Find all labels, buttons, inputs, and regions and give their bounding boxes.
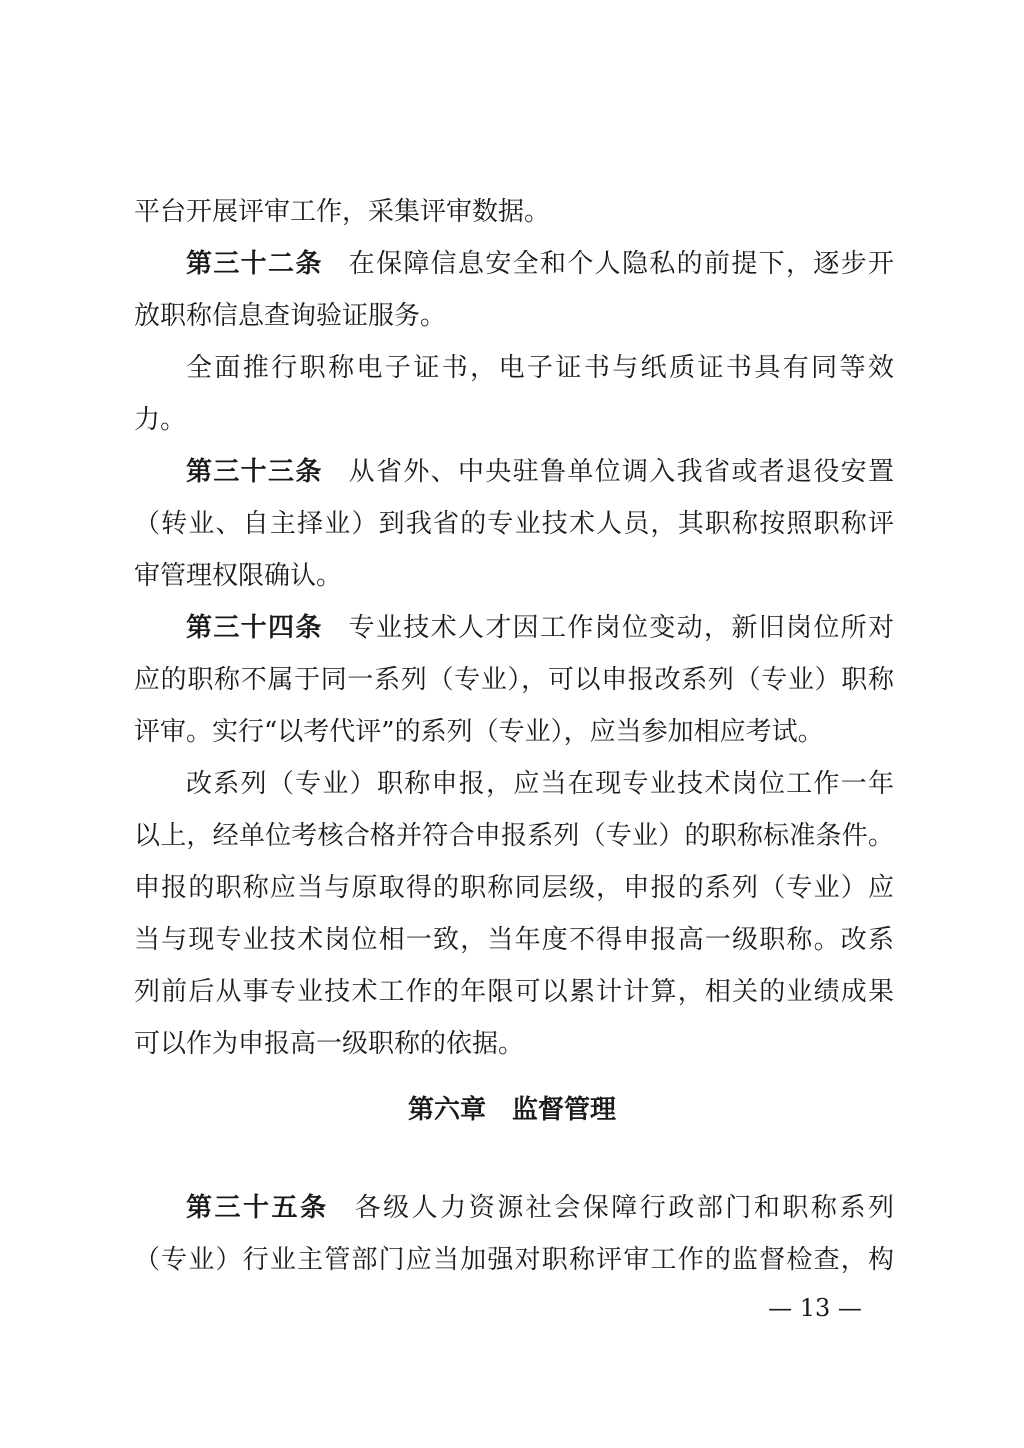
chapter-heading bbox=[0, 1090, 1024, 1130]
body-line bbox=[134, 192, 550, 232]
chapter-title: 监督管理 bbox=[512, 1095, 617, 1125]
body-text: 当与现专业技术岗位相一致，当年度不得申报高一级职称。改系 bbox=[134, 925, 894, 955]
article-34-line bbox=[186, 608, 894, 648]
body-text: 在保障信息安全和个人隐私的前提下，逐步开 bbox=[348, 249, 894, 279]
body-text: 审管理权限确认。 bbox=[134, 561, 343, 591]
article-heading: 第三十二条 bbox=[186, 249, 323, 279]
body-line bbox=[134, 712, 824, 752]
article-35-line bbox=[186, 1188, 894, 1228]
article-heading: 第三十五条 bbox=[186, 1193, 329, 1223]
body-text: 从省外、中央驻鲁单位调入我省或者退役安置 bbox=[348, 457, 894, 487]
body-text: （转业、自主择业）到我省的专业技术人员，其职称按照职称评 bbox=[134, 509, 894, 539]
article-heading: 第三十三条 bbox=[186, 457, 323, 487]
article-32-line bbox=[186, 244, 894, 284]
body-line bbox=[134, 868, 894, 908]
body-text: 力。 bbox=[134, 405, 187, 435]
body-line bbox=[186, 764, 894, 804]
body-line bbox=[134, 400, 186, 440]
body-line bbox=[134, 920, 894, 960]
body-text: 各级人力资源社会保障行政部门和职称系列 bbox=[354, 1193, 894, 1223]
body-line bbox=[134, 1024, 524, 1064]
article-33-line bbox=[186, 452, 894, 492]
body-text: 专业技术人才因工作岗位变动，新旧岗位所对 bbox=[348, 613, 894, 643]
body-line bbox=[134, 660, 894, 700]
body-text: 平台开展评审工作，采集评审数据。 bbox=[134, 197, 551, 227]
chapter-number: 第六章 bbox=[407, 1095, 486, 1125]
body-text: （专业）行业主管部门应当加强对职称评审工作的监督检查，构 bbox=[134, 1245, 894, 1275]
body-line bbox=[134, 556, 342, 596]
page-number: — 13 — bbox=[768, 1294, 862, 1322]
body-text: 应的职称不属于同一系列（专业），可以申报改系列（专业）职称 bbox=[134, 665, 894, 695]
article-heading: 第三十四条 bbox=[186, 613, 323, 643]
body-text: 全面推行职称电子证书，电子证书与纸质证书具有同等效 bbox=[186, 353, 894, 383]
body-line bbox=[134, 1240, 894, 1280]
body-text: 可以作为申报高一级职称的依据。 bbox=[134, 1029, 525, 1059]
body-line bbox=[134, 816, 894, 856]
body-text: 列前后从事专业技术工作的年限可以累计计算，相关的业绩成果 bbox=[134, 977, 894, 1007]
body-text: 评审。实行“以考代评”的系列（专业），应当参加相应考试。 bbox=[134, 717, 824, 747]
body-line bbox=[134, 296, 446, 336]
body-text: 申报的职称应当与原取得的职称同层级，申报的系列（专业）应 bbox=[134, 873, 894, 903]
body-text: 放职称信息查询验证服务。 bbox=[134, 301, 447, 331]
body-line bbox=[134, 972, 894, 1012]
body-line bbox=[134, 504, 894, 544]
body-line bbox=[186, 348, 894, 388]
body-text: 以上，经单位考核合格并符合申报系列（专业）的职称标准条件。 bbox=[134, 821, 894, 851]
body-text: 改系列（专业）职称申报，应当在现专业技术岗位工作一年 bbox=[186, 769, 894, 799]
